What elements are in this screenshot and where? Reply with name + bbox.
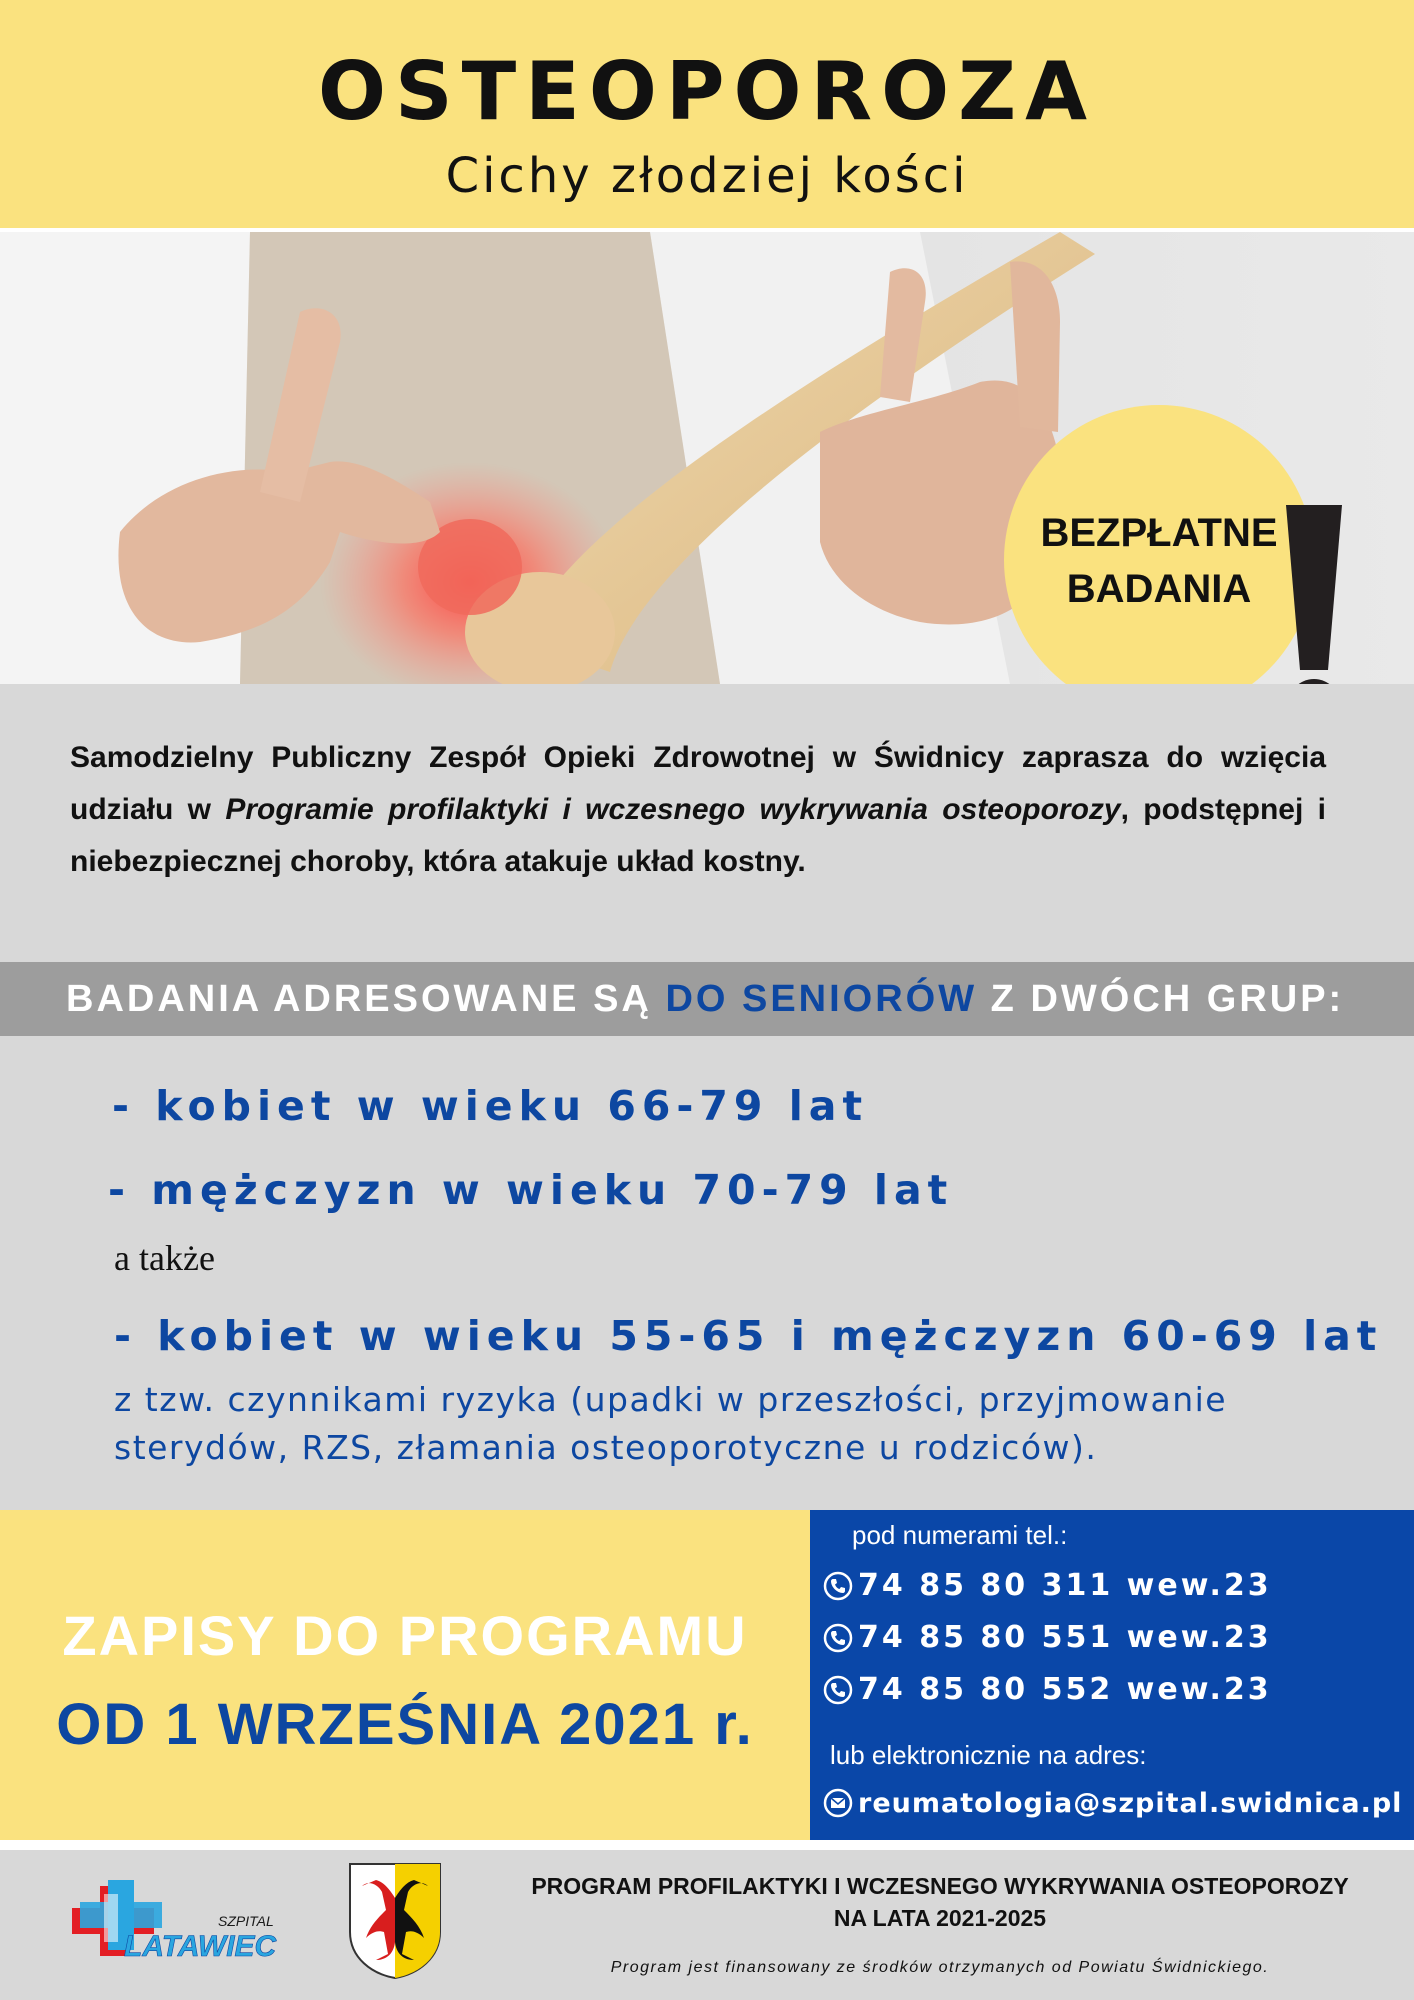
phone-number: 74 85 80 311 wew.23 xyxy=(858,1568,1272,1603)
page-subtitle: Cichy złodziej kości xyxy=(445,148,969,204)
seniors-highlight: DO SENIORÓW xyxy=(665,978,978,1020)
phone-number: 74 85 80 552 wew.23 xyxy=(858,1672,1272,1707)
email-row[interactable] xyxy=(822,1785,1402,1821)
mail-icon xyxy=(822,1787,854,1819)
group-item-women-66-79: - kobiet w wieku 66-79 lat xyxy=(112,1082,869,1130)
intro-paragraph: Samodzielny Publiczny Zespół Opieki Zdrowotnej w Świdnicy zaprasza do wzięcia udziału w Programie profilaktyki i wczesnego wykrywania osteoporozy, podstępnej i niebezpiecznej choroby, która atakuje układ kostny. xyxy=(70,741,1326,878)
email-label: lub elektronicznie na adres: xyxy=(830,1740,1147,1770)
phone-row-2[interactable] xyxy=(822,1620,1272,1656)
group-item-men-70-79: - mężczyzn w wieku 70-79 lat xyxy=(108,1166,954,1214)
intro-section xyxy=(0,684,1414,962)
coat-of-arms-icon xyxy=(348,1862,442,1980)
phones-label: pod numerami tel.: xyxy=(852,1520,1068,1550)
email-address: reumatologia@szpital.swidnica.pl xyxy=(858,1787,1403,1819)
badge-line-2: BADANIA xyxy=(1066,567,1252,611)
target-groups-bar xyxy=(0,962,1414,1036)
header xyxy=(0,0,1414,228)
logo-name-text: LATAWIEC xyxy=(124,1930,277,1963)
page-title: OSTEOPOROZA xyxy=(317,45,1097,138)
logo-small-text: SZPITAL xyxy=(218,1913,274,1929)
signup-heading: ZAPISY DO PROGRAMU xyxy=(62,1604,748,1667)
phone-icon xyxy=(822,1622,854,1654)
signup-section xyxy=(0,1510,810,1840)
phone-number: 74 85 80 551 wew.23 xyxy=(858,1620,1272,1655)
phone-row-1[interactable] xyxy=(822,1568,1272,1604)
contact-section xyxy=(810,1510,1414,1840)
also-label: a także xyxy=(114,1238,215,1278)
program-name: Programie profilaktyki i wczesnego wykrywania osteoporozy xyxy=(225,793,1121,826)
phone-icon xyxy=(822,1570,854,1602)
group-item-risk-factors: - kobiet w wieku 55-65 i mężczyzn 60-69 lat xyxy=(114,1312,1383,1360)
phone-row-3[interactable] xyxy=(822,1672,1272,1708)
hospital-logo xyxy=(68,1876,288,1968)
footer xyxy=(0,1840,1414,2000)
target-groups-list xyxy=(0,1036,1414,1510)
funding-note: Program jest finansowany ze środków otrzymanych od Powiatu Świdnickiego. xyxy=(610,1959,1270,1976)
free-tests-badge xyxy=(1004,405,1314,715)
phone-icon xyxy=(822,1674,854,1706)
risk-factors-note: z tzw. czynnikami ryzyka (upadki w przeszłości, przyjmowanie sterydów, RZS, złamania osteoporotyczne u rodziców). xyxy=(114,1380,1228,1467)
signup-date: OD 1 WRZEŚNIA 2021 r. xyxy=(56,1692,754,1757)
program-title: PROGRAM PROFILAKTYKI I WCZESNEGO WYKRYWANIA OSTEOPOROZY NA LATA 2021-2025 xyxy=(531,1873,1349,1931)
badge-line-1: BEZPŁATNE xyxy=(1040,511,1278,555)
target-groups-heading: BADANIA ADRESOWANE SĄ DO SENIORÓW Z DWÓCH GRUP: xyxy=(66,978,1345,1020)
